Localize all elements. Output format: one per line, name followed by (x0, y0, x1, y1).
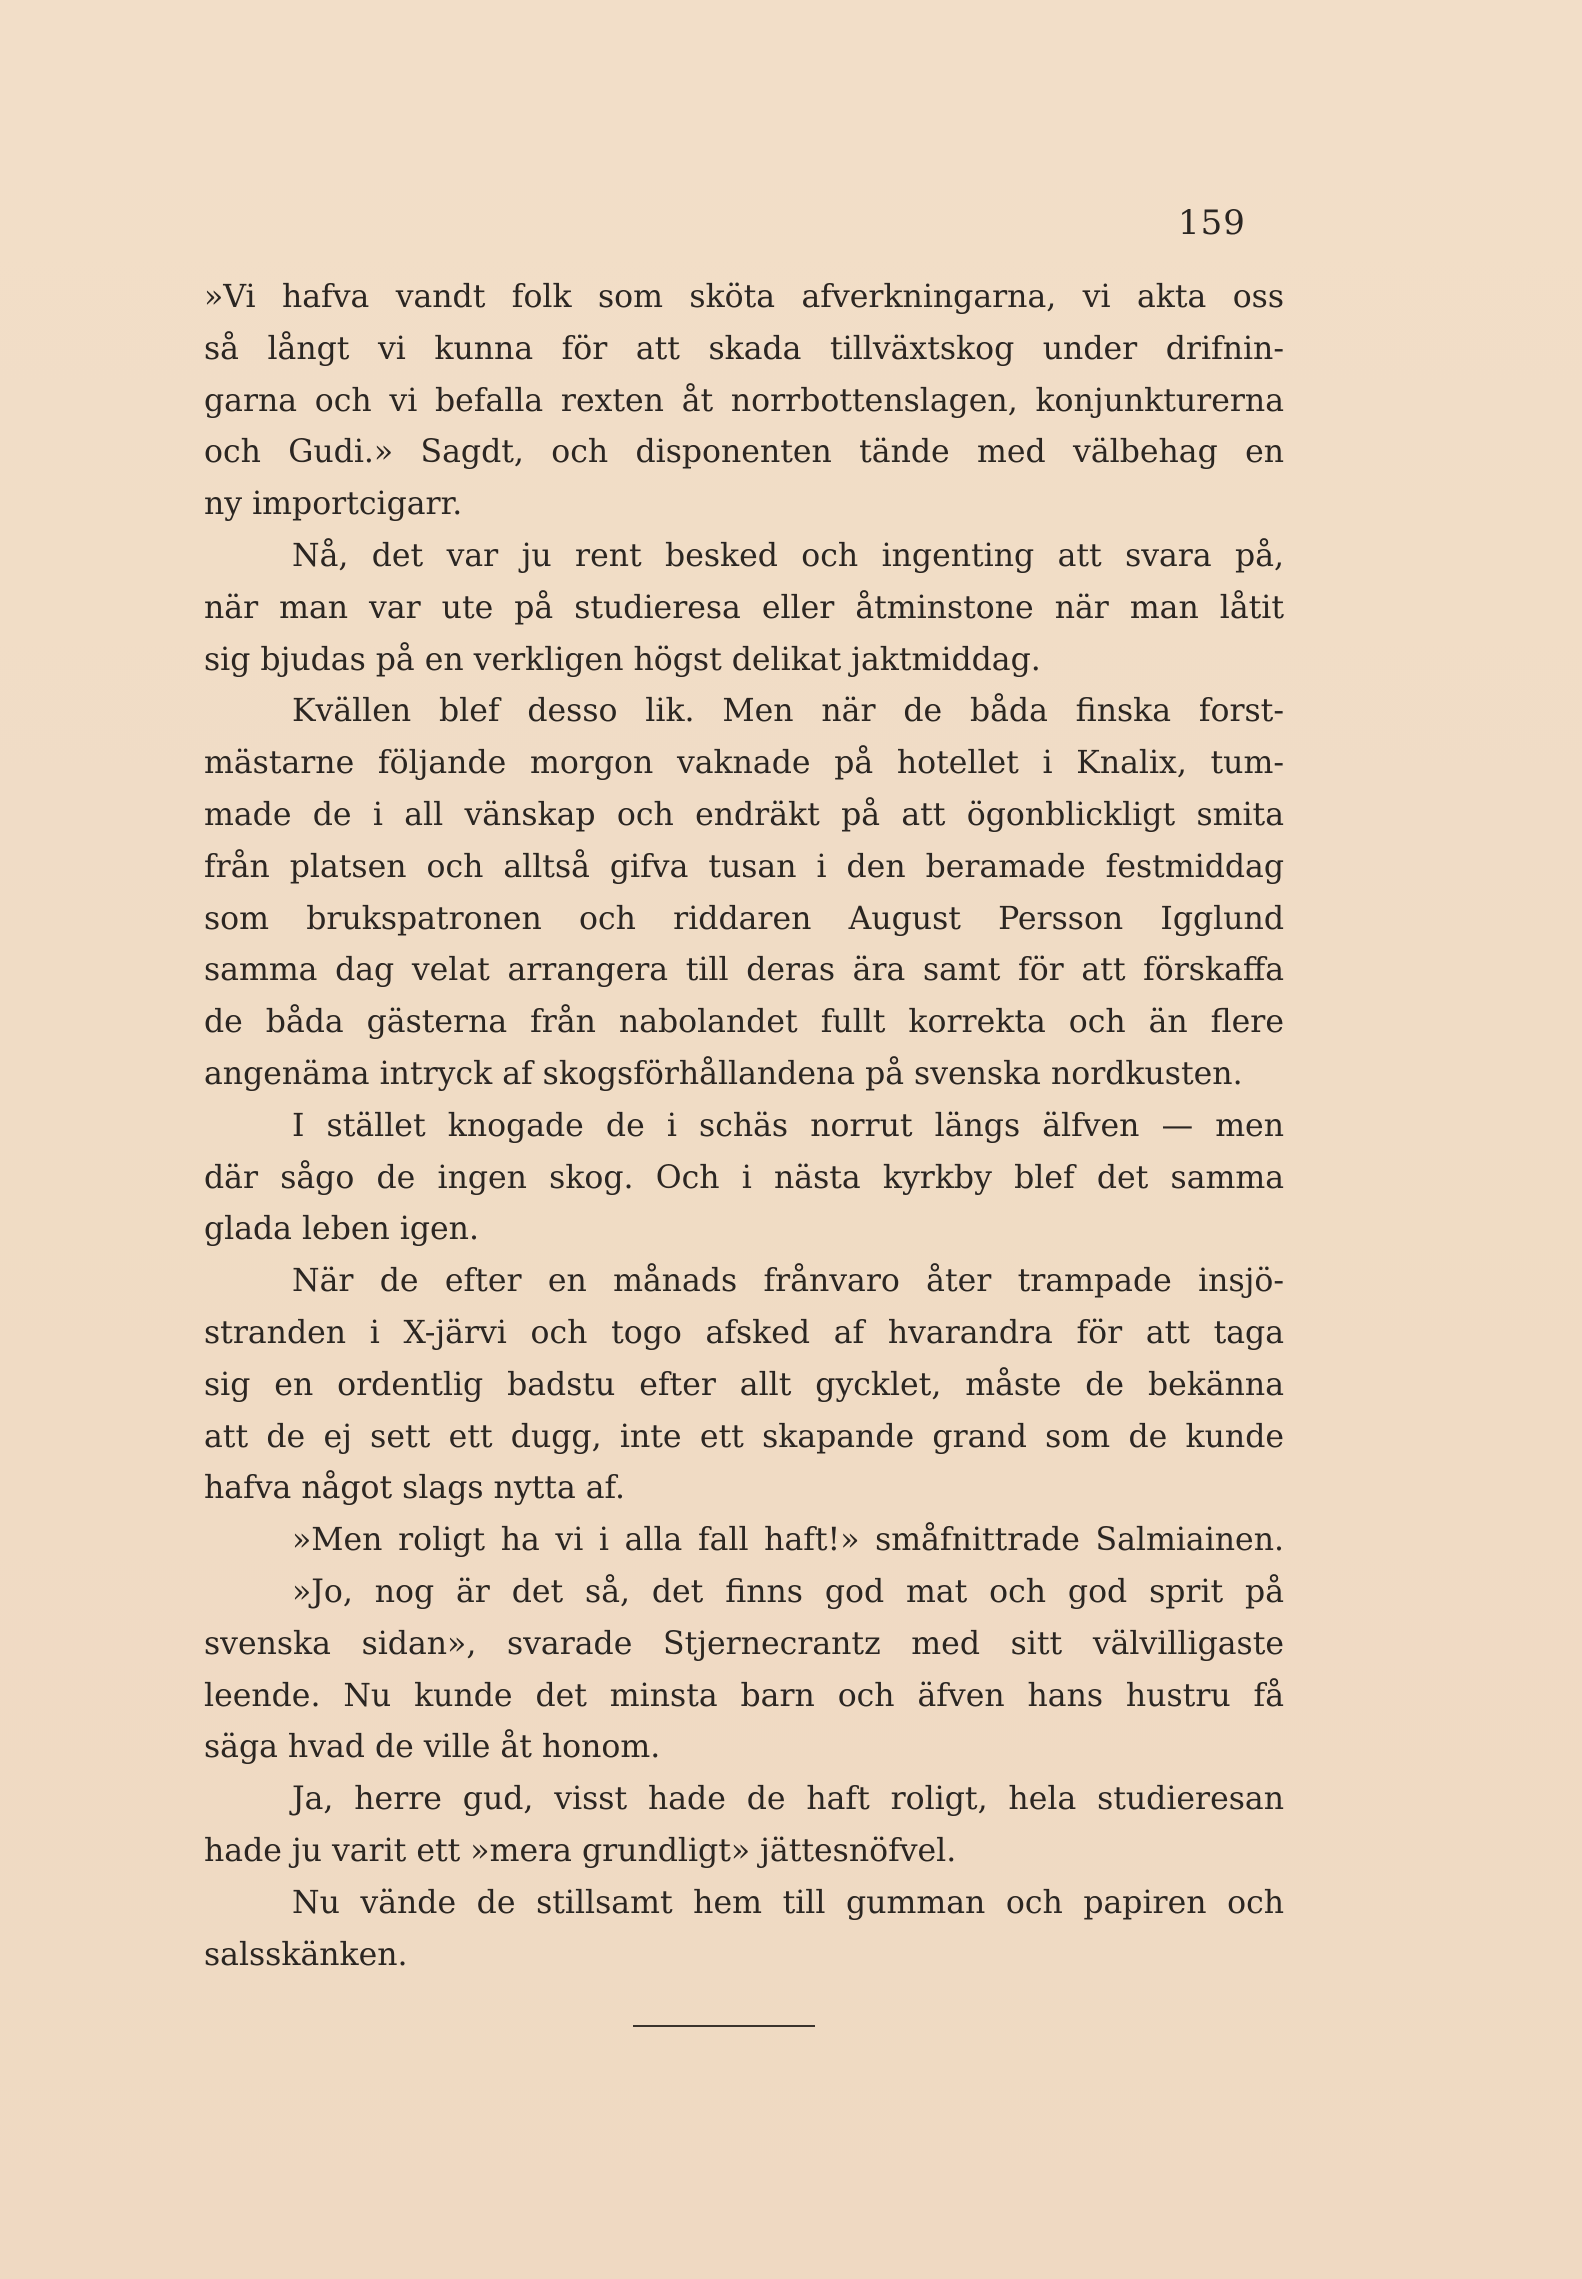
text-line: Nå, det var ju rent besked och ingenting att svara på, (292, 537, 1284, 574)
text-line: garna och vi befalla rexten åt norrbottenslagen, konjunkturerna (204, 382, 1284, 419)
text-line: svenska sidan», svarade Stjernecrantz med sitt välvilligaste (204, 1625, 1284, 1662)
text-line: glada leben igen. (204, 1211, 479, 1248)
text-line: så långt vi kunna för att skada tillväxtskog under drifnin- (204, 330, 1284, 367)
text-line: »Men roligt ha vi i alla fall haft!» småfnittrade Salmiainen. (292, 1522, 1284, 1559)
text-line: stranden i X-järvi och togo afsked af hvarandra för att taga (204, 1314, 1284, 1351)
text-line: Nu vände de stillsamt hem till gumman och papiren och (292, 1884, 1284, 1921)
text-line: och Gudi.» Sagdt, och disponenten tände med välbehag en (204, 434, 1284, 471)
text-line: »Vi hafva vandt folk som sköta afverkningarna, vi akta oss (204, 279, 1284, 315)
body-text (204, 272, 1284, 1981)
text-line: salsskänken. (204, 1936, 408, 1973)
text-line: från platsen och alltså gifva tusan i den beramade festmiddag (204, 848, 1284, 885)
text-line: säga hvad de ville åt honom. (204, 1729, 661, 1766)
text-line: Kvällen blef desso lik. Men när de båda finska forst- (292, 693, 1284, 730)
text-line: att de ej sett ett dugg, inte ett skapande grand som de kunde (204, 1418, 1284, 1455)
text-line: angenäma intryck af skogsförhållandena på svenska nordkusten. (204, 1055, 1243, 1092)
text-line: sig bjudas på en verkligen högst delikat jaktmiddag. (204, 641, 1041, 678)
text-line: När de efter en månads frånvaro åter trampade insjö- (292, 1263, 1284, 1300)
text-line: leende. Nu kunde det minsta barn och äfven hans hustru få (204, 1677, 1284, 1714)
text-line: där sågo de ingen skog. Och i nästa kyrkby blef det samma (204, 1159, 1284, 1196)
text-line: som brukspatronen och riddaren August Persson Igglund (204, 900, 1284, 937)
text-line: sig en ordentlig badstu efter allt gycklet, måste de bekänna (204, 1366, 1284, 1403)
text-line: när man var ute på studieresa eller åtminstone när man låtit (204, 589, 1284, 626)
text-line: I stället knogade de i schäs norrut längs älfven — men (292, 1107, 1284, 1144)
page-number: 159 (1178, 203, 1246, 243)
end-rule (633, 2025, 815, 2027)
text-line: mästarne följande morgon vaknade på hotellet i Knalix, tum- (204, 745, 1284, 782)
text-line: hafva något slags nytta af. (204, 1470, 626, 1507)
text-line: ny importcigarr. (204, 486, 463, 523)
text-line: samma dag velat arrangera till deras ära samt för att förskaffa (204, 952, 1284, 989)
text-line: made de i all vänskap och endräkt på att ögonblickligt smita (204, 796, 1284, 833)
text-line: hade ju varit ett »mera grundligt» jättesnöfvel. (204, 1832, 957, 1869)
text-line: Ja, herre gud, visst hade de haft roligt, hela studieresan (292, 1781, 1284, 1818)
text-line: »Jo, nog är det så, det finns god mat och god sprit på (292, 1573, 1284, 1610)
text-line: de båda gästerna från nabolandet fullt korrekta och än flere (204, 1004, 1284, 1041)
